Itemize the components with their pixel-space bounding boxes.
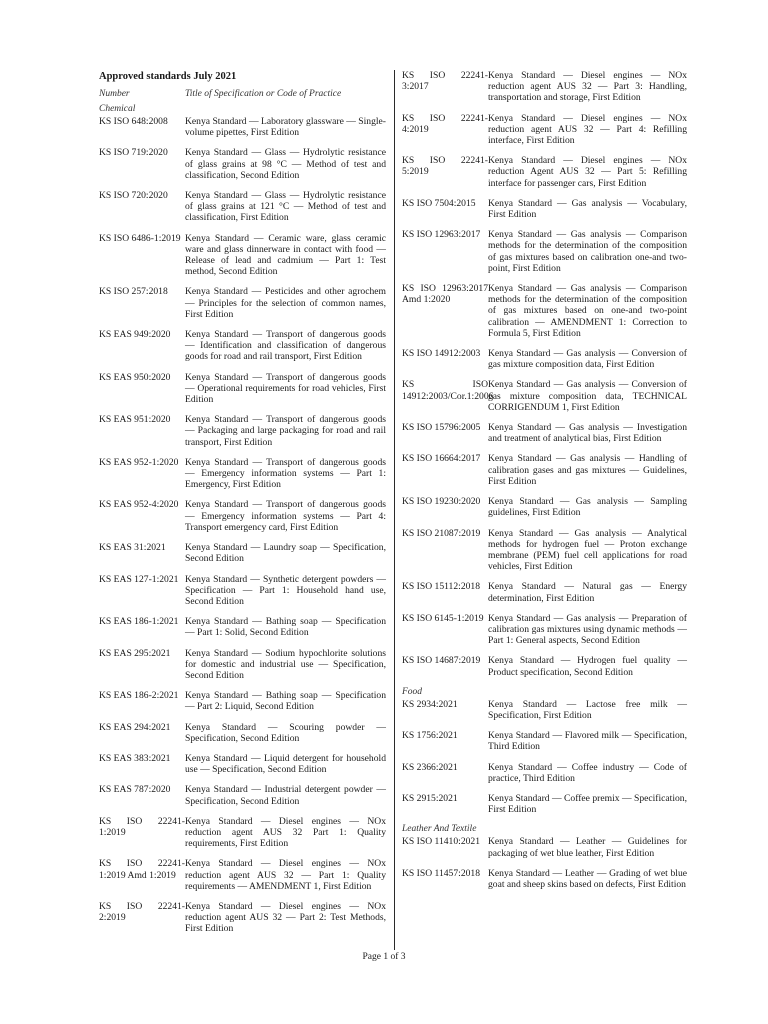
- standard-entry: [99, 901, 386, 935]
- standard-title: Kenya Standard — Diesel engines — NOx reduction agent AUS 32 Part 1: Quality requirements, First Edition: [185, 815, 386, 850]
- standard-number: KS EAS 952-1:2020: [99, 456, 179, 468]
- standard-entry: [99, 722, 386, 744]
- standard-number: KS EAS 950:2020: [99, 371, 171, 383]
- column-headers: [99, 88, 386, 100]
- standard-title: Kenya Standard — Laundry soap — Specification, Second Edition: [185, 542, 386, 565]
- standard-title: Kenya Standard — Leather — Guidelines for packaging of wet blue leather, First Edition: [488, 836, 687, 859]
- standard-number: KS ISO 19230:2020: [402, 496, 481, 508]
- standard-title: Kenya Standard — Hydrogen fuel quality — Product specification, Second Edition: [488, 655, 687, 678]
- standard-entry: [402, 155, 687, 189]
- standard-entry: [402, 198, 687, 220]
- standard-title: Kenya Standard — Gas analysis — Handling of calibration gases and gas mixtures — Guidelines, First Edition: [488, 453, 687, 487]
- standard-number: KS ISO 12963:2017 Amd 1:2020: [402, 283, 488, 306]
- standard-number: KS ISO 6486-1:2019: [99, 232, 181, 244]
- standard-title: Kenya Standard — Diesel engines — NOx reduction agent AUS 32 — Part 3: Handling, transportation and storage, First Edition: [488, 70, 687, 104]
- standard-title: Kenya Standard — Bathing soap — Specification — Part 1: Solid, Second Edition: [185, 616, 386, 639]
- right-entry-list: [402, 70, 687, 890]
- standard-entry: [402, 70, 687, 104]
- standard-title: Kenya Standard — Flavored milk — Specification, Third Edition: [488, 730, 687, 753]
- standard-title: Kenya Standard — Gas analysis — Analytical methods for hydrogen fuel — Proton exchange membrane (PEM) fuel cell applications for road vehicles, First Edition: [488, 527, 687, 573]
- standard-entry: [99, 457, 386, 491]
- section-heading: Leather And Textile: [402, 824, 477, 835]
- standard-number: KS EAS 186-1:2021: [99, 616, 179, 628]
- standard-entry: [402, 699, 687, 721]
- standard-number: KS ISO 15112:2018: [402, 581, 481, 593]
- standard-number: KS ISO 22241-1:2019 Amd 1:2019: [99, 858, 185, 881]
- standard-entry: [99, 542, 386, 564]
- standard-number: KS ISO 14687:2019: [402, 655, 481, 667]
- standard-entry: [99, 372, 386, 406]
- standard-number: KS ISO 720:2020: [99, 190, 168, 202]
- standard-number: KS ISO 16664:2017: [402, 453, 481, 465]
- standard-title: Kenya Standard — Coffee industry — Code of practice, Third Edition: [488, 761, 687, 784]
- standard-title: Kenya Standard — Gas analysis — Comparison methods for the determination of the composition of gas mixtures based on calibration one-and two-point, First Edition: [488, 229, 687, 274]
- standard-entry: [99, 286, 386, 320]
- column-divider: [394, 70, 395, 950]
- document-title: Approved standards July 2021: [99, 71, 237, 82]
- standard-number: KS ISO 22241-3:2017: [402, 70, 488, 93]
- standard-entry: [99, 816, 386, 850]
- left-column: [99, 70, 386, 944]
- standard-title: Kenya Standard — Gas analysis — Preparation of calibration gas mixtures using dynamic methods — Part 1: General aspects, Second Edition: [488, 612, 687, 647]
- standard-title: Kenya Standard — Transport of dangerous goods — Packaging and large packaging for road and rail transport, First Edition: [185, 414, 386, 448]
- standard-entry: [99, 648, 386, 682]
- standard-number: KS EAS 951:2020: [99, 414, 171, 426]
- standard-title: Kenya Standard — Sodium hypochlorite solutions for domestic and industrial use — Specification, Second Edition: [185, 647, 386, 681]
- standard-title: Kenya Standard — Bathing soap — Specification — Part 2: Liquid, Second Edition: [185, 690, 386, 713]
- standard-number: KS ISO 648:2008: [99, 116, 168, 127]
- standard-entry: [99, 116, 386, 138]
- standard-title: Kenya Standard — Transport of dangerous goods — Operational requirements for road vehicles, First Edition: [185, 371, 386, 406]
- standard-number: KS ISO 22241-5:2019: [402, 155, 488, 178]
- standard-number: KS 2934:2021: [402, 698, 458, 710]
- standard-entry: [402, 581, 687, 603]
- standard-number: KS EAS 952-4:2020: [99, 499, 179, 511]
- section-heading: Chemical: [99, 104, 136, 114]
- standard-title: Kenya Standard — Gas analysis — Conversion of gas mixture composition data, First Edition: [488, 348, 687, 371]
- standard-title: Kenya Standard — Diesel engines — NOx reduction agent AUS 32 — Part 1: Quality requirements — AMENDMENT 1, First Edition: [185, 858, 386, 892]
- standard-entry: [99, 329, 386, 363]
- page-footer: Page 1 of 3: [362, 952, 406, 962]
- standard-number: KS EAS 127-1:2021: [99, 573, 179, 585]
- standard-title: Kenya Standard — Glass — Hydrolytic resistance of glass grains at 121 °C — Method of test and classification, First Edition: [185, 190, 386, 224]
- right-column: [402, 70, 687, 899]
- standard-title: Kenya Standard — Gas analysis — Vocabulary, First Edition: [488, 197, 687, 221]
- standard-number: KS 2915:2021: [402, 792, 458, 804]
- number-header: Number: [99, 89, 130, 99]
- standard-number: KS ISO 7504:2015: [402, 197, 476, 209]
- standard-entry: [99, 147, 386, 181]
- standard-number: KS ISO 14912:2003/Cor.1:2006: [402, 379, 494, 402]
- standard-entry: [402, 730, 687, 752]
- standard-entry: [99, 784, 386, 806]
- standard-number: KS ISO 22241-2:2019: [99, 900, 185, 924]
- standard-title: Kenya Standard — Transport of dangerous goods — Emergency information systems — Part 1: Emergency, First Edition: [185, 456, 386, 491]
- standard-number: KS 1756:2021: [402, 730, 458, 742]
- standard-title: Kenya Standard — Gas analysis — Sampling guidelines, First Edition: [488, 496, 687, 519]
- standard-number: KS EAS 295:2021: [99, 647, 171, 659]
- standard-entry: [402, 496, 687, 518]
- standard-number: KS EAS 949:2020: [99, 329, 171, 341]
- standard-number: KS EAS 31:2021: [99, 542, 166, 554]
- standard-number: KS ISO 719:2020: [99, 147, 168, 159]
- standard-title: Kenya Standard — Lactose free milk — Specification, First Edition: [488, 698, 687, 721]
- standard-entry: [99, 414, 386, 448]
- standard-entry: [99, 499, 386, 533]
- standard-entry: [99, 616, 386, 638]
- standard-number: KS ISO 22241-1:2019: [99, 815, 185, 838]
- standard-number: KS EAS 787:2020: [99, 784, 171, 796]
- standard-entry: [99, 233, 386, 278]
- standard-title: Kenya Standard — Transport of dangerous goods — Identification and classification of dangerous goods for road and rail transport, First Edition: [185, 329, 386, 363]
- standard-entry: [99, 190, 386, 224]
- section-heading: Food: [402, 686, 423, 697]
- standard-title: Kenya Standard — Industrial detergent powder — Specification, Second Edition: [185, 784, 386, 807]
- standard-title: Kenya Standard — Coffee premix — Specification, First Edition: [488, 792, 687, 816]
- standard-entry: [99, 753, 386, 775]
- standard-entry: [99, 574, 386, 608]
- standard-number: KS ISO 11457:2018: [402, 867, 481, 879]
- standard-title: Kenya Standard — Gas analysis — Conversion of gas mixture composition data, TECHNICAL CORRIGENDUM 1, First Edition: [488, 379, 687, 413]
- standard-title: Kenya Standard — Ceramic ware, glass ceramic ware and glass dinnerware in contact with food — Release of lead and cadmium — Part 1: Test method, Second Edition: [185, 232, 386, 278]
- standard-number: KS ISO 21087:2019: [402, 527, 481, 539]
- standard-entry: [402, 379, 687, 413]
- standard-entry: [402, 113, 687, 147]
- standard-number: KS ISO 14912:2003: [402, 348, 481, 360]
- standard-title: Kenya Standard — Natural gas — Energy determination, First Edition: [488, 581, 687, 604]
- standard-entry: [99, 690, 386, 712]
- standard-number: KS EAS 186-2:2021: [99, 690, 179, 702]
- standard-title: Kenya Standard — Diesel engines — NOx reduction Agent AUS 32 — Part 5: Refilling interface for passenger cars, First Edition: [488, 155, 687, 189]
- standard-title: Kenya Standard — Synthetic detergent powders — Specification — Part 1: Household hand use, Second Edition: [185, 573, 386, 607]
- standard-title: Kenya Standard — Gas analysis — Investigation and treatment of analytical bias, First Edition: [488, 422, 687, 445]
- standard-number: KS ISO 12963:2017: [402, 229, 481, 241]
- standard-entry: [402, 229, 687, 274]
- standard-title: Kenya Standard — Glass — Hydrolytic resistance of glass grains at 98 °C — Method of test and classification, Second Edition: [185, 147, 386, 181]
- standard-number: KS ISO 15796:2005: [402, 422, 481, 434]
- standard-entry: [402, 613, 687, 647]
- standard-title: Kenya Standard — Diesel engines — NOx reduction agent AUS 32 — Part 4: Refilling interface, First Edition: [488, 112, 687, 147]
- left-entry-list: [99, 104, 386, 935]
- standard-entry: [99, 858, 386, 892]
- standard-title: Kenya Standard — Liquid detergent for household use — Specification, Second Edition: [185, 752, 386, 776]
- standard-number: KS 2366:2021: [402, 761, 458, 773]
- standard-entry: [402, 422, 687, 444]
- standard-number: KS EAS 294:2021: [99, 721, 171, 733]
- standard-entry: [402, 762, 687, 784]
- standard-entry: [402, 655, 687, 677]
- standard-entry: [402, 348, 687, 370]
- standard-entry: [402, 793, 687, 815]
- standard-number: KS EAS 383:2021: [99, 752, 171, 764]
- standard-number: KS ISO 6145-1:2019: [402, 612, 484, 624]
- standard-entry: [402, 453, 687, 487]
- standard-number: KS ISO 22241-4:2019: [402, 112, 488, 135]
- standard-entry: [402, 836, 687, 858]
- standard-number: KS ISO 257:2018: [99, 286, 168, 298]
- standard-title: Kenya Standard — Transport of dangerous goods — Emergency information systems — Part 4: Transport emergency card, First Edition: [185, 499, 386, 533]
- standard-title: Kenya Standard — Laboratory glassware — Single-volume pipettes, First Edition: [185, 116, 386, 139]
- standard-entry: [402, 528, 687, 573]
- standard-title: Kenya Standard — Diesel engines — NOx reduction agent AUS 32 — Part 2: Test Methods, First Edition: [185, 900, 386, 935]
- standard-title: Kenya Standard — Leather — Grading of wet blue goat and sheep skins based on defects, First Edition: [488, 867, 687, 890]
- standard-entry: [402, 868, 687, 890]
- standard-title: Kenya Standard — Scouring powder — Specification, Second Edition: [185, 721, 386, 744]
- standard-entry: [402, 283, 687, 339]
- standard-title: Kenya Standard — Gas analysis — Comparison methods for the determination of the composition of gas mixtures based on one-and two-point calibration — AMENDMENT 1: Correction to Formula 5, First Edition: [488, 283, 687, 339]
- standard-number: KS ISO 11410:2021: [402, 836, 481, 848]
- standard-title: Kenya Standard — Pesticides and other agrochem — Principles for the selection of common names, First Edition: [185, 286, 386, 320]
- title-header: Title of Specification or Code of Practice: [185, 89, 342, 99]
